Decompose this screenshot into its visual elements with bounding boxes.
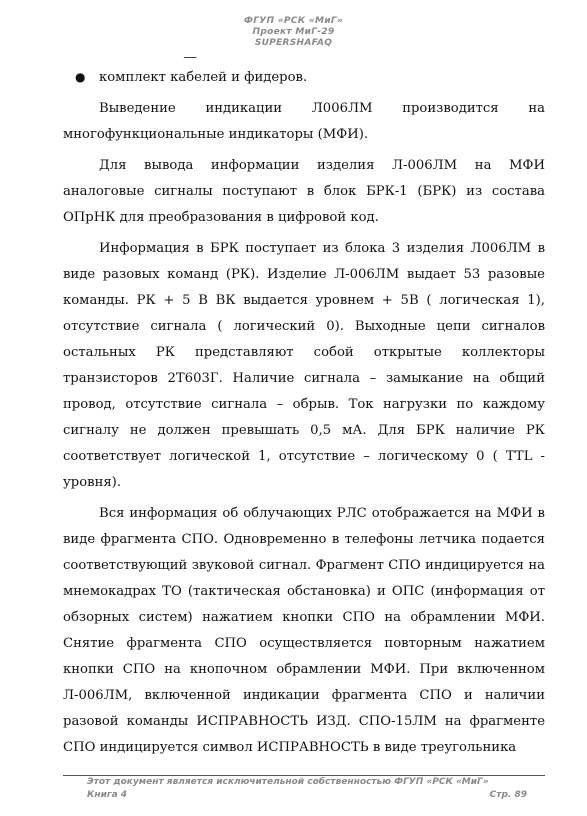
header-project-code: SUPERSHAFAQ: [254, 38, 333, 48]
bullet-icon: ●: [75, 70, 86, 84]
footer-book: Книга 4: [87, 790, 128, 800]
paragraph-spo-fragment: Вся информация об облучающих РЛС отображается на МФИ в виде фрагмента СПО. Одновременно в телефоны летчика подается соответствующий звуковой сигнал. Фрагмент СПО индицируется на мнемокадрах ТО (тактическая обстановка) и ОПС (информация от обзорных систем) нажатием кнопки СПО на обрамлении МФИ. Снятие фрагмента СПО осуществляется повторным нажатием кнопки СПО на кнопочном обрамлении МФИ. При включенном Л-006ЛМ, включенной индикации фрагмента СПО и наличии разовой команды ИСПРАВНОСТЬ ИЗД. СПО-15ЛМ на фрагменте СПО индицируется символ ИСПРАВНОСТЬ в виде треугольника: [63, 506, 545, 755]
footer-page-number: Стр. 89: [489, 790, 527, 800]
paragraph-brk-commands: Информация в БРК поступает из блока 3 изделия Л006ЛМ в виде разовых команд (РК). Изделие Л-006ЛМ выдает 53 разовые команды. РК + 5 В ВК выдается уровнем + 5В ( логическая 1), отсутствие сигнала ( логический 0). Выходные цепи сигналов остальных РК представляют собой открытые коллекторы транзисторов 2Т603Г. Наличие сигнала – замыкание на общий провод, отсутствие сигнала – обрыв. Ток нагрузки по каждому сигналу не должен превышать 0,5 мА. Для БРК наличие РК соответствует логической 1, отсутствие – логическому 0 ( TTL - уровня).: [63, 241, 545, 490]
document-body: [63, 64, 545, 766]
footer-notice: Этот документ является исключительной собственностью ФГУП «РСК «МиГ»: [87, 777, 489, 787]
paragraph-analog-signals: Для вывода информации изделия Л-006ЛМ на МФИ аналоговые сигналы поступают в блок БРК-1 (БРК) из состава ОПрНК для преобразования в цифровой код.: [63, 158, 545, 225]
header-project: Проект МиГ-29: [252, 27, 335, 37]
document-footer: [87, 776, 527, 802]
header-mark: __: [184, 44, 197, 58]
header-company: ФГУП «РСК «МиГ»: [244, 16, 343, 26]
list-item: [63, 64, 545, 91]
document-header: [0, 16, 587, 58]
paragraph-output: Выведение индикации Л006ЛМ производится на многофункциональные индикаторы (МФИ).: [63, 101, 545, 142]
list-item-text: комплект кабелей и фидеров.: [99, 70, 308, 85]
